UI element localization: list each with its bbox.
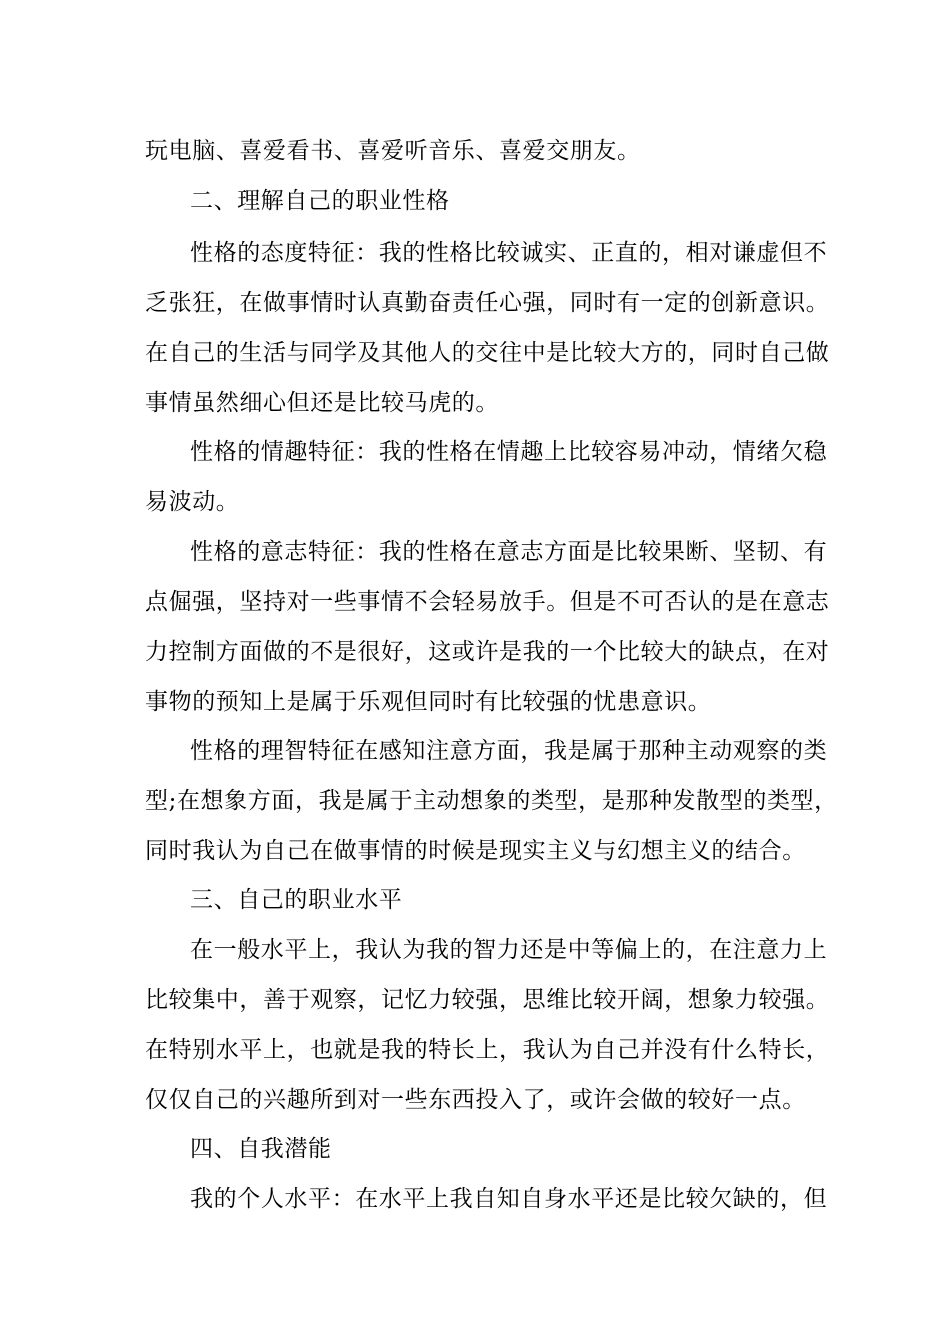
body-text-line: 仅仅自己的兴趣所到对一些东西投入了，或许会做的较好一点。	[145, 1087, 806, 1113]
body-text-line: 乏张狂，在做事情时认真勤奋责任心强，同时有一定的创新意识。	[145, 290, 830, 316]
body-text-line: 在自己的生活与同学及其他人的交往中是比较大方的，同时自己做	[145, 340, 830, 366]
body-text-line: 我的个人水平：在水平上我自知自身水平还是比较欠缺的，但	[190, 1186, 828, 1212]
body-text-line: 性格的态度特征：我的性格比较诚实、正直的，相对谦虚但不	[190, 240, 828, 266]
section-heading: 四、自我潜能	[190, 1136, 332, 1162]
body-text-line: 型;在想象方面，我是属于主动想象的类型，是那种发散型的类型，	[145, 788, 838, 814]
body-text-line: 力控制方面做的不是很好，这或许是我的一个比较大的缺点，在对	[145, 639, 830, 665]
body-text-line: 事情虽然细心但还是比较马虎的。	[145, 390, 499, 416]
body-text-line: 玩电脑、喜爱看书、喜爱听音乐、喜爱交朋友。	[145, 138, 641, 164]
body-text-line: 同时我认为自己在做事情的时候是现实主义与幻想主义的结合。	[145, 838, 806, 864]
body-text-line: 易波动。	[145, 489, 240, 515]
body-text-line: 比较集中，善于观察，记忆力较强，思维比较开阔，想象力较强。	[145, 987, 830, 1013]
body-text-line: 点倔强，坚持对一些事情不会轻易放手。但是不可否认的是在意志	[145, 589, 830, 615]
body-text-line: 在一般水平上，我认为我的智力还是中等偏上的，在注意力上	[190, 937, 828, 963]
body-text-line: 性格的意志特征：我的性格在意志方面是比较果断、坚韧、有	[190, 539, 828, 565]
body-text-line: 在特别水平上，也就是我的特长上，我认为自己并没有什么特长，	[145, 1037, 830, 1063]
body-text-line: 事物的预知上是属于乐观但同时有比较强的忧患意识。	[145, 689, 712, 715]
body-text-line: 性格的理智特征在感知注意方面，我是属于那种主动观察的类	[190, 738, 828, 764]
section-heading: 三、自己的职业水平	[190, 887, 403, 913]
body-text-line: 性格的情趣特征：我的性格在情趣上比较容易冲动，情绪欠稳	[190, 439, 828, 465]
section-heading: 二、理解自己的职业性格	[190, 188, 450, 214]
